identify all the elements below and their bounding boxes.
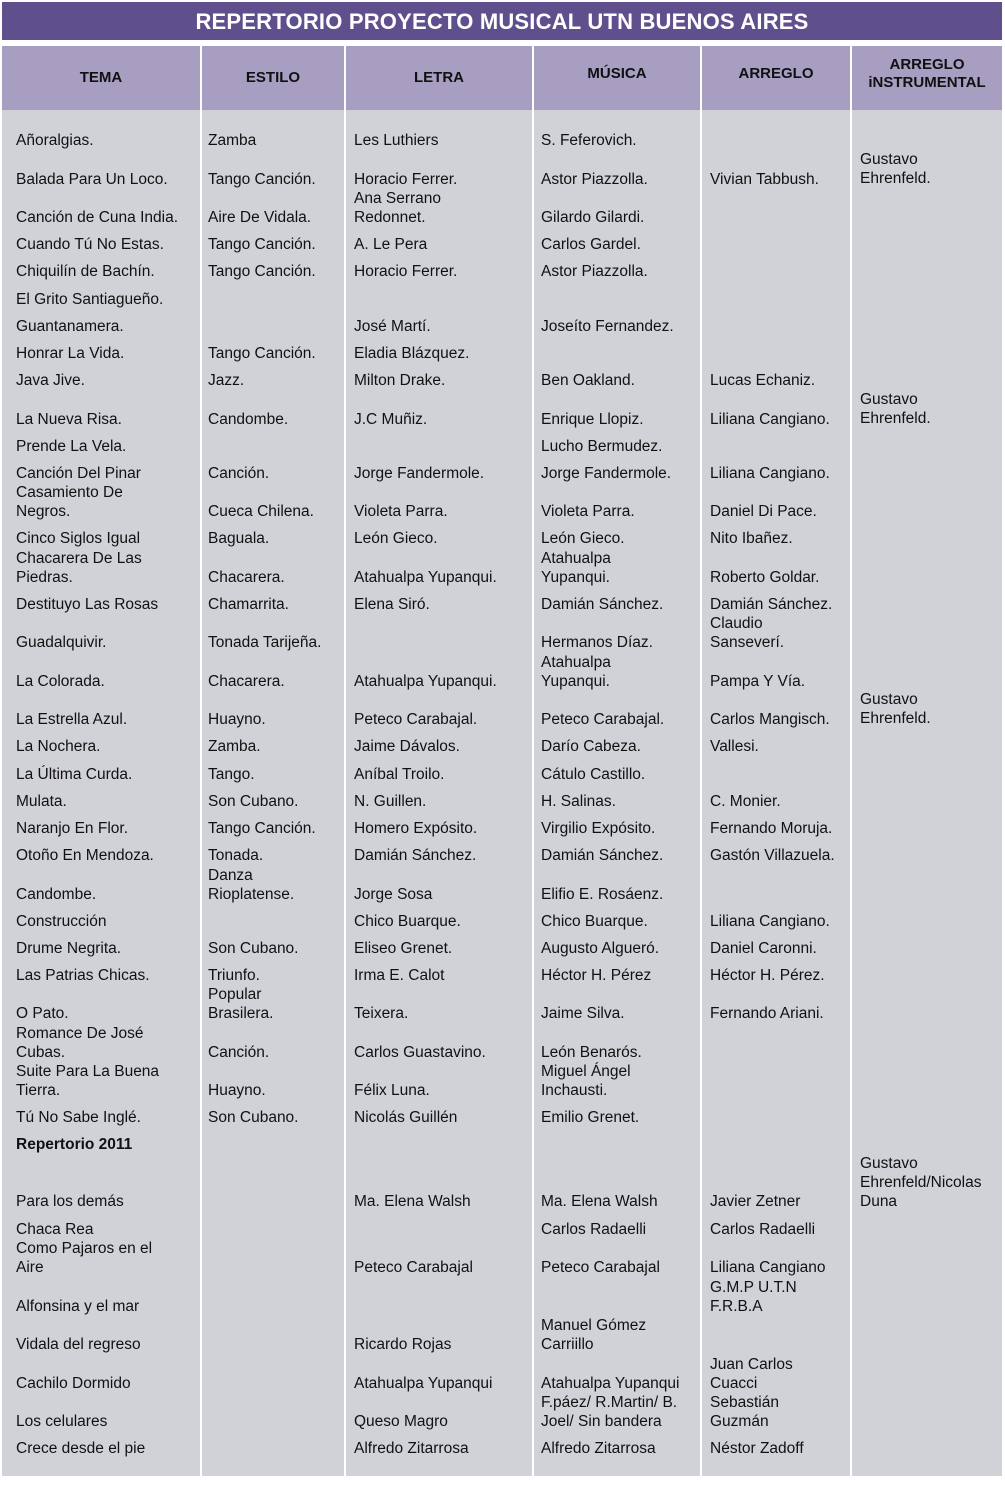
header-tema: TEMA [79, 69, 123, 86]
cell-musica: Joseíto Fernandez. [541, 318, 674, 335]
cell-tema: Chacarera De Las Piedras. [16, 550, 142, 586]
cell-estilo: Tango Canción. [208, 236, 316, 253]
cell-musica: H. Salinas. [541, 793, 616, 810]
cell-estilo: Popular Brasilera. [208, 986, 274, 1022]
cell-tema: Alfonsina y el mar [16, 1298, 140, 1315]
cell-arreglo-instrumental: Gustavo Ehrenfeld. [860, 391, 931, 427]
header-estilo: ESTILO [245, 69, 301, 86]
cell-estilo: Baguala. [208, 530, 270, 547]
cell-letra: Nicolás Guillén [354, 1109, 458, 1126]
cell-musica: Jaime Silva. [541, 1005, 625, 1022]
cell-tema: Prende La Vela. [16, 438, 127, 455]
cell-tema: Otoño En Mendoza. [16, 847, 154, 864]
cell-letra: Damián Sánchez. [354, 847, 477, 864]
cell-letra: Irma E. Calot [354, 967, 445, 984]
cell-letra: Eliseo Grenet. [354, 940, 453, 957]
cell-musica: Violeta Parra. [541, 503, 635, 520]
cell-arreglo-instrumental: Gustavo Ehrenfeld/Nicolas Duna [860, 1155, 982, 1210]
cell-tema: Como Pajaros en el Aire [16, 1240, 153, 1276]
cell-musica: Cátulo Castillo. [541, 766, 646, 783]
cell-arreglo: Gastón Villazuela. [710, 847, 835, 864]
cell-musica: Lucho Bermudez. [541, 438, 663, 455]
cell-musica: Manuel Gómez Carriillo [541, 1317, 647, 1353]
cell-arreglo: Roberto Goldar. [710, 569, 820, 586]
cell-estilo: Huayno. [208, 1082, 266, 1099]
cell-musica: Damián Sánchez. [541, 596, 664, 613]
cell-letra: José Martí. [354, 318, 431, 335]
cell-arreglo: G.M.P U.T.N F.R.B.A [710, 1279, 797, 1315]
cell-musica: Elifio E. Rosáenz. [541, 886, 664, 903]
cell-letra: Alfredo Zitarrosa [354, 1440, 469, 1457]
cell-tema: Drume Negrita. [16, 940, 122, 957]
cell-tema: La Estrella Azul. [16, 711, 128, 728]
cell-arreglo: Daniel Di Pace. [710, 503, 817, 520]
cell-letra: Ricardo Rojas [354, 1336, 452, 1353]
cell-arreglo: Vivian Tabbush. [710, 171, 819, 188]
table-header [2, 46, 1002, 110]
column-divider [200, 46, 202, 1476]
cell-arreglo: Damián Sánchez. [710, 596, 833, 613]
cell-letra: Queso Magro [354, 1413, 448, 1430]
cell-letra: Peteco Carabajal. [354, 711, 478, 728]
cell-tema: Romance De José Cubas. [16, 1025, 144, 1061]
cell-musica: Carlos Gardel. [541, 236, 641, 253]
cell-estilo: Tonada. [208, 847, 264, 864]
cell-letra: León Gieco. [354, 530, 438, 547]
cell-tema: La Colorada. [16, 673, 105, 690]
cell-musica: Hermanos Díaz. [541, 634, 653, 651]
cell-arreglo: Liliana Cangiano. [710, 913, 830, 930]
cell-tema: Guadalquivir. [16, 634, 107, 651]
cell-arreglo-instrumental: Gustavo Ehrenfeld. [860, 691, 931, 727]
cell-letra: N. Guillen. [354, 793, 427, 810]
cell-letra: Les Luthiers [354, 132, 439, 149]
cell-musica: León Benarós. [541, 1044, 642, 1061]
cell-musica: León Gieco. [541, 530, 625, 547]
cell-estilo: Son Cubano. [208, 793, 299, 810]
cell-arreglo: Pampa Y Vía. [710, 673, 806, 690]
cell-estilo: Chacarera. [208, 569, 285, 586]
cell-letra: Ana Serrano Redonnet. [354, 190, 442, 226]
header-arreglo: ARREGLO [738, 65, 814, 82]
cell-arreglo: Carlos Mangisch. [710, 711, 830, 728]
cell-letra: Milton Drake. [354, 372, 446, 389]
cell-musica: Gilardo Gilardi. [541, 209, 645, 226]
cell-tema: Añoralgias. [16, 132, 94, 149]
cell-musica: Jorge Fandermole. [541, 465, 672, 482]
cell-arreglo: Juan Carlos Cuacci [710, 1356, 793, 1392]
cell-arreglo: Liliana Cangiano [710, 1259, 826, 1276]
cell-letra: Teixera. [354, 1005, 409, 1022]
cell-arreglo: Daniel Caronni. [710, 940, 817, 957]
cell-arreglo: C. Monier. [710, 793, 781, 810]
cell-arreglo: Carlos Radaelli [710, 1221, 816, 1238]
column-divider [344, 46, 346, 1476]
cell-tema: Chaca Rea [16, 1221, 94, 1238]
cell-musica: Peteco Carabajal [541, 1259, 660, 1276]
cell-tema: La Última Curda. [16, 766, 133, 783]
cell-musica: Alfredo Zitarrosa [541, 1440, 656, 1457]
cell-letra: Carlos Guastavino. [354, 1044, 486, 1061]
cell-estilo: Jazz. [208, 372, 245, 389]
cell-musica: Ma. Elena Walsh [541, 1193, 658, 1210]
cell-musica: Atahualpa Yupanqui. [541, 654, 611, 690]
cell-estilo: Tango Canción. [208, 263, 316, 280]
header-musica: MÚSICA [587, 65, 647, 82]
cell-estilo: Zamba. [208, 738, 261, 755]
cell-tema: Cachilo Dormido [16, 1375, 131, 1392]
cell-estilo: Danza Rioplatense. [208, 867, 295, 903]
cell-tema: El Grito Santiagueño. [16, 291, 164, 308]
cell-musica: Darío Cabeza. [541, 738, 641, 755]
cell-estilo: Tonada Tarijeña. [208, 634, 322, 651]
cell-tema: Cuando Tú No Estas. [16, 236, 164, 253]
cell-tema: La Nochera. [16, 738, 101, 755]
cell-estilo: Tango Canción. [208, 171, 316, 188]
cell-tema: La Nueva Risa. [16, 411, 122, 428]
column-divider [532, 46, 534, 1476]
cell-musica: S. Feferovich. [541, 132, 637, 149]
cell-musica: Virgilio Expósito. [541, 820, 656, 837]
cell-tema: Guantanamera. [16, 318, 124, 335]
cell-tema: Chiquilín de Bachín. [16, 263, 155, 280]
column-divider [850, 46, 852, 1476]
cell-tema: Java Jive. [16, 372, 85, 389]
cell-letra: Ma. Elena Walsh [354, 1193, 471, 1210]
cell-estilo: Tango. [208, 766, 255, 783]
cell-tema: Honrar La Vida. [16, 345, 125, 362]
cell-tema: Repertorio 2011 [16, 1136, 133, 1153]
cell-arreglo: Claudio Sanseverí. [710, 615, 785, 651]
cell-tema: Naranjo En Flor. [16, 820, 128, 837]
cell-musica: Carlos Radaelli [541, 1221, 647, 1238]
cell-musica: Enrique Llopiz. [541, 411, 644, 428]
cell-estilo: Canción. [208, 465, 270, 482]
cell-tema: Vidala del regreso [16, 1336, 141, 1353]
cell-letra: Jorge Fandermole. [354, 465, 485, 482]
cell-letra: Atahualpa Yupanqui [354, 1375, 493, 1392]
cell-tema: Crece desde el pie [16, 1440, 146, 1457]
cell-tema: O Pato. [16, 1005, 69, 1022]
cell-letra: Horacio Ferrer. [354, 263, 458, 280]
cell-letra: Violeta Parra. [354, 503, 448, 520]
cell-tema: Casamiento De Negros. [16, 484, 123, 520]
cell-musica: Peteco Carabajal. [541, 711, 665, 728]
cell-arreglo: Vallesi. [710, 738, 759, 755]
cell-arreglo: Néstor Zadoff [710, 1440, 804, 1457]
cell-musica: Atahualpa Yupanqui [541, 1375, 680, 1392]
cell-musica: Héctor H. Pérez [541, 967, 652, 984]
cell-estilo: Tango Canción. [208, 345, 316, 362]
cell-estilo: Canción. [208, 1044, 270, 1061]
cell-tema: Canción de Cuna India. [16, 209, 179, 226]
cell-arreglo: Sebastián Guzmán [710, 1394, 779, 1430]
cell-letra: Atahualpa Yupanqui. [354, 673, 497, 690]
cell-tema: Balada Para Un Loco. [16, 171, 168, 188]
cell-estilo: Candombe. [208, 411, 289, 428]
cell-tema: Tú No Sabe Inglé. [16, 1109, 141, 1126]
cell-tema: Destituyo Las Rosas [16, 596, 159, 613]
cell-arreglo: Héctor H. Pérez. [710, 967, 825, 984]
cell-estilo: Zamba [208, 132, 257, 149]
cell-musica: Chico Buarque. [541, 913, 648, 930]
cell-tema: Mulata. [16, 793, 67, 810]
cell-arreglo-instrumental: Gustavo Ehrenfeld. [860, 151, 931, 187]
cell-arreglo: Liliana Cangiano. [710, 465, 830, 482]
cell-letra: Chico Buarque. [354, 913, 461, 930]
cell-letra: A. Le Pera [354, 236, 428, 253]
cell-musica: Miguel Ángel Inchausti. [541, 1063, 631, 1099]
cell-letra: Félix Luna. [354, 1082, 430, 1099]
cell-musica: Atahualpa Yupanqui. [541, 550, 611, 586]
cell-musica: Damián Sánchez. [541, 847, 664, 864]
cell-tema: Cinco Siglos Igual [16, 530, 141, 547]
cell-estilo: Son Cubano. [208, 1109, 299, 1126]
cell-tema: Para los demás [16, 1193, 124, 1210]
cell-musica: Augusto Algueró. [541, 940, 660, 957]
cell-musica: Emilio Grenet. [541, 1109, 640, 1126]
cell-tema: Construcción [16, 913, 107, 930]
cell-musica: F.páez/ R.Martin/ B. Joel/ Sin bandera [541, 1394, 678, 1430]
cell-tema: Canción Del Pinar [16, 465, 141, 482]
header-arreglo-instrumental: ARREGLO iNSTRUMENTAL [868, 56, 986, 91]
cell-arreglo: Fernando Moruja. [710, 820, 833, 837]
cell-letra: Homero Expósito. [354, 820, 478, 837]
cell-letra: Jorge Sosa [354, 886, 433, 903]
cell-letra: Atahualpa Yupanqui. [354, 569, 497, 586]
cell-arreglo: Nito Ibañez. [710, 530, 793, 547]
cell-arreglo: Lucas Echaniz. [710, 372, 816, 389]
cell-estilo: Aire De Vidala. [208, 209, 312, 226]
cell-estilo: Tango Canción. [208, 820, 316, 837]
cell-tema: Suite Para La Buena Tierra. [16, 1063, 160, 1099]
cell-musica: Astor Piazzolla. [541, 263, 648, 280]
header-letra: LETRA [414, 69, 464, 86]
cell-arreglo: Liliana Cangiano. [710, 411, 830, 428]
cell-estilo: Cueca Chilena. [208, 503, 314, 520]
cell-letra: Elena Siró. [354, 596, 430, 613]
cell-letra: Peteco Carabajal [354, 1259, 473, 1276]
cell-letra: Eladia Blázquez. [354, 345, 470, 362]
cell-estilo: Huayno. [208, 711, 266, 728]
cell-estilo: Triunfo. [208, 967, 260, 984]
cell-arreglo: Fernando Ariani. [710, 1005, 824, 1022]
cell-estilo: Son Cubano. [208, 940, 299, 957]
document-title: REPERTORIO PROYECTO MUSICAL UTN BUENOS AIRES [2, 2, 1002, 40]
cell-arreglo: Javier Zetner [710, 1193, 801, 1210]
cell-estilo: Chamarrita. [208, 596, 289, 613]
cell-tema: Los celulares [16, 1413, 108, 1430]
cell-tema: Candombe. [16, 886, 97, 903]
cell-musica: Astor Piazzolla. [541, 171, 648, 188]
cell-tema: Las Patrias Chicas. [16, 967, 150, 984]
cell-musica: Ben Oakland. [541, 372, 635, 389]
cell-letra: J.C Muñiz. [354, 411, 428, 428]
cell-letra: Horacio Ferrer. [354, 171, 458, 188]
cell-estilo: Chacarera. [208, 673, 285, 690]
cell-letra: Aníbal Troilo. [354, 766, 445, 783]
cell-letra: Jaime Dávalos. [354, 738, 460, 755]
